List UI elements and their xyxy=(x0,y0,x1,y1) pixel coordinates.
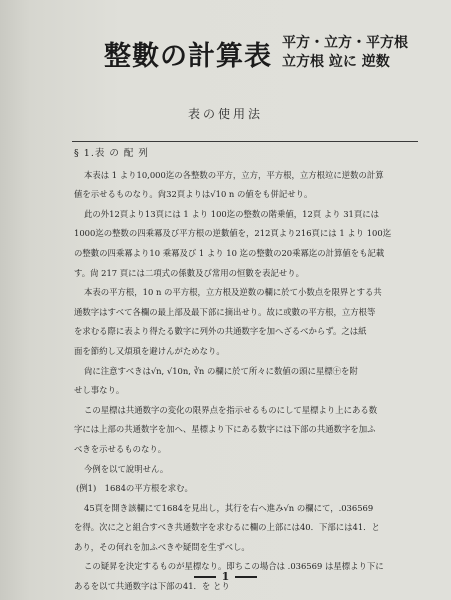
page-title: 整數の計算表 xyxy=(104,41,272,72)
text-line: の整數の四乘冪より10 乘冪及び 1 より 10 迄の整數の20乘冪迄の計算値をも記載 xyxy=(74,247,385,258)
text-line: を得。次に之と組合すべき共通数字を求むるに欄の上部には40．下部には41．と xyxy=(74,522,380,533)
text-line: 面を節約し又煩瑣を避けんがためなり。 xyxy=(74,345,225,356)
subtitle-line-1: 平方・立方・平方根 xyxy=(282,35,408,51)
footer-dash-left xyxy=(194,576,216,578)
text-line: この疑昇を決定するものが星標なり。即ちこの場合は .036569 は星標より下に xyxy=(84,561,384,572)
top-rule xyxy=(72,141,418,142)
text-line: この星標は共通数字の変化の限界点を指示せるものにして星標より上にある数 xyxy=(84,404,378,415)
example-heading: (例1) 1684の平方根を求む。 xyxy=(76,483,193,494)
text-line: べきを示せるものなり。 xyxy=(74,443,167,454)
text-line: 今例を以て說明せん。 xyxy=(84,463,169,474)
text-line: 45頁を開き該欄にて1684を見出し，其行を右へ進み√n の欄にて，.036569 xyxy=(84,502,374,513)
page-number: 1 xyxy=(221,570,230,583)
text-line: せし事なり。 xyxy=(74,385,125,396)
text-line: 値を示せるものなり。尙32頁よりは√10 n の値をも併記せり。 xyxy=(74,189,313,200)
page-subtitle xyxy=(282,34,408,72)
page-footer xyxy=(0,570,451,583)
text-line: 通数字はすべて各欄の最上部及最下部に摘出せり。故に或數の平方根，立方根等 xyxy=(74,306,376,317)
text-line: を求むる際に表より得たる數字に列外の共通数字を加へざるべからず。之は紙 xyxy=(74,326,367,337)
text-line: あり，その何れを加ふべきや疑問を生ずべし。 xyxy=(74,541,250,552)
text-line: 字には上部の共通数字を加へ、星標より下にある数字には下部の共通数字を加ふ xyxy=(74,424,376,435)
section-heading: § 1.表 の 配 列 xyxy=(74,148,149,159)
body-text xyxy=(74,148,416,597)
header xyxy=(104,28,434,76)
text-line: 尙に注意すべきは√n, √10n, ∛n の欄に於て所々に数値の頭に星標㊉を附 xyxy=(84,365,358,376)
text-line: あるを以て共通数字は下部の41．を とり xyxy=(74,581,230,592)
text-line: 此の外12頁より13頁には 1 より 100迄の整数の階乗値，12頁 より 31頁には xyxy=(84,208,380,219)
footer-dash-right xyxy=(235,576,257,578)
text-line: 本表は 1 より10,000迄の各整数の平方，立方，平方根，立方根竝に逆数の計算 xyxy=(84,169,384,180)
text-line: 本表の平方根，10 n の平方根，立方根及逆数の欄に於て小数点を限界とする共 xyxy=(84,287,382,298)
text-line: 1000迄の整数の四乘冪及び平方根の逆數値を，212頁より216頁には 1 より 100迄 xyxy=(74,228,392,239)
text-line: す。尙 217 頁には二項式の係數及び常用の恒數を表記せり。 xyxy=(74,267,305,278)
subtitle-line-2: 立方根 竝に 逆数 xyxy=(282,54,390,70)
section-title: 表の使用法 xyxy=(187,107,263,121)
